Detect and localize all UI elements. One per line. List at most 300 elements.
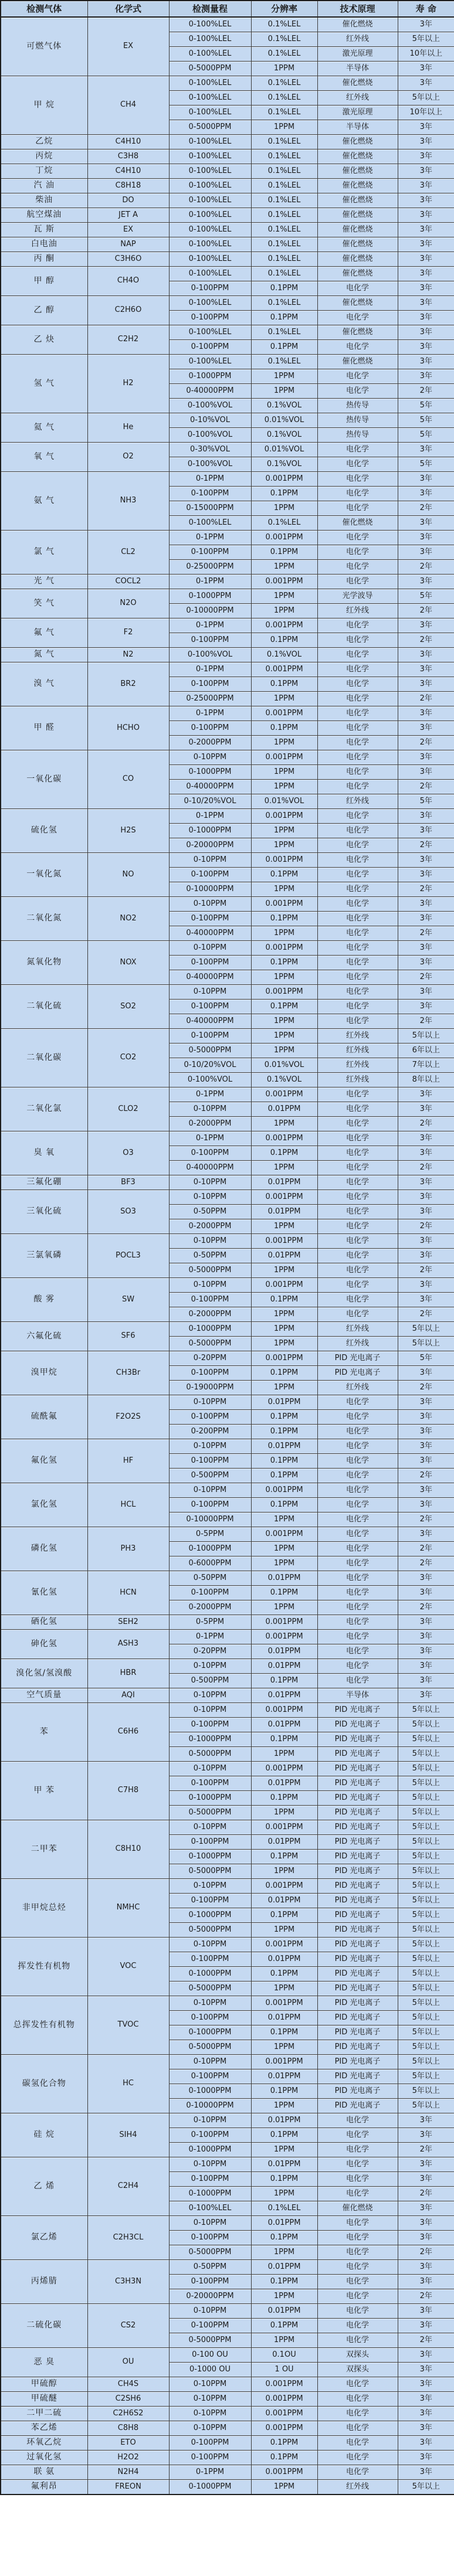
range-cell: 0-1PPM (169, 2465, 251, 2480)
resolution-cell: 0.01PPM (251, 1205, 317, 1219)
principle-cell: 电化学 (317, 2319, 398, 2333)
principle-cell: PID 光电离子 (317, 2069, 398, 2084)
table-row (1, 2465, 454, 2480)
life-cell: 3年 (398, 193, 454, 208)
header-range: 检测量程 (169, 1, 251, 17)
life-cell: 3年 (398, 355, 454, 369)
life-cell: 3年 (398, 2201, 454, 2216)
range-cell: 0-100%VOL (169, 1073, 251, 1088)
principle-cell: 电化学 (317, 721, 398, 736)
table-row (1, 2407, 454, 2421)
life-cell: 3年 (398, 120, 454, 135)
principle-cell: PID 光电离子 (317, 1351, 398, 1366)
gas-name-cell: 氯 气 (1, 531, 87, 575)
resolution-cell: 0.001PPM (251, 2392, 317, 2407)
principle-cell: 电化学 (317, 2407, 398, 2421)
range-cell: 0-10PPM (169, 1938, 251, 1952)
principle-cell: 催化燃烧 (317, 223, 398, 237)
range-cell: 0-1PPM (169, 472, 251, 487)
resolution-cell: 0.1PPM (251, 1791, 317, 1806)
formula-cell: CH4 (87, 76, 169, 135)
principle-cell: 电化学 (317, 882, 398, 897)
resolution-cell: 0.1%LEL (251, 135, 317, 149)
table-row (1, 2157, 454, 2172)
range-cell: 0-10PPM (169, 1483, 251, 1498)
table-row (1, 648, 454, 662)
resolution-cell: 1 OU (251, 2363, 317, 2377)
principle-cell: 电化学 (317, 2465, 398, 2480)
life-cell: 3年 (398, 2172, 454, 2187)
range-cell: 0-10PPM (169, 2055, 251, 2069)
resolution-cell: 0.001PPM (251, 2465, 317, 2480)
principle-cell: 电化学 (317, 2245, 398, 2260)
range-cell: 0-100PPM (169, 1029, 251, 1044)
resolution-cell: 0.001PPM (251, 2421, 317, 2436)
life-cell: 3年 (398, 208, 454, 223)
formula-cell: NO2 (87, 897, 169, 941)
principle-cell: 电化学 (317, 501, 398, 516)
life-cell: 2年 (398, 970, 454, 985)
range-cell: 0-100PPM (169, 1454, 251, 1469)
principle-cell: 电化学 (317, 853, 398, 868)
life-cell: 2年 (398, 1219, 454, 1234)
resolution-cell: 0.01PPM (251, 1439, 317, 1454)
table-row (1, 1483, 454, 1498)
range-cell: 0-10000PPM (169, 2099, 251, 2113)
life-cell: 2年 (398, 384, 454, 399)
principle-cell: 电化学 (317, 1249, 398, 1263)
principle-cell: 电化学 (317, 1014, 398, 1029)
principle-cell: PID 光电离子 (317, 2055, 398, 2069)
gas-name-cell: 氟化氢 (1, 1439, 87, 1483)
formula-cell: SO3 (87, 1190, 169, 1234)
gas-name-cell: 二氧化氮 (1, 897, 87, 941)
resolution-cell: 0.1%LEL (251, 193, 317, 208)
header-life: 寿 命 (398, 1, 454, 17)
range-cell: 0-1000PPM (169, 1322, 251, 1337)
range-cell: 0-1000PPM (169, 1908, 251, 1923)
life-cell: 3年 (398, 531, 454, 545)
range-cell: 0-10/20%VOL (169, 794, 251, 809)
formula-cell: FREON (87, 2480, 169, 2495)
resolution-cell: 0.01PPM (251, 1102, 317, 1117)
range-cell: 0-5000PPM (169, 1806, 251, 1820)
table-row (1, 1395, 454, 1410)
table-row (1, 1630, 454, 1644)
range-cell: 0-100%LEL (169, 252, 251, 267)
principle-cell: PID 光电离子 (317, 1982, 398, 1996)
resolution-cell: 1PPM (251, 120, 317, 135)
principle-cell: 电化学 (317, 575, 398, 589)
resolution-cell: 0.01PPM (251, 1718, 317, 1732)
life-cell: 2年 (398, 633, 454, 648)
resolution-cell: 0.001PPM (251, 985, 317, 1000)
principle-cell: PID 光电离子 (317, 2099, 398, 2113)
table-row (1, 1703, 454, 1718)
life-cell: 3年 (398, 17, 454, 32)
range-cell: 0-30%VOL (169, 443, 251, 457)
life-cell: 2年 (398, 501, 454, 516)
principle-cell: 红外线 (317, 604, 398, 618)
range-cell: 0-5000PPM (169, 2245, 251, 2260)
range-cell: 0-5000PPM (169, 1337, 251, 1351)
gas-name-cell: 瓦 斯 (1, 223, 87, 237)
range-cell: 0-40000PPM (169, 1014, 251, 1029)
life-cell: 3年 (398, 2231, 454, 2245)
resolution-cell: 1PPM (251, 589, 317, 604)
gas-name-cell: 乙 烯 (1, 2157, 87, 2216)
life-cell: 3年 (398, 853, 454, 868)
gas-name-cell: 溴化氢/氢溴酸 (1, 1659, 87, 1688)
life-cell: 2年 (398, 1014, 454, 1029)
life-cell: 3年 (398, 2128, 454, 2143)
resolution-cell: 0.01PPM (251, 1659, 317, 1674)
principle-cell: PID 光电离子 (317, 1908, 398, 1923)
resolution-cell: 1PPM (251, 1557, 317, 1571)
life-cell: 3年 (398, 1234, 454, 1249)
principle-cell: PID 光电离子 (317, 2026, 398, 2040)
life-cell: 3年 (398, 1674, 454, 1688)
resolution-cell: 0.1PPM (251, 2436, 317, 2451)
life-cell: 3年 (398, 2304, 454, 2319)
principle-cell: 电化学 (317, 340, 398, 355)
gas-name-cell: 二硫化碳 (1, 2304, 87, 2348)
resolution-cell: 0.001PPM (251, 1351, 317, 1366)
range-cell: 0-100PPM (169, 1952, 251, 1967)
life-cell: 5年以上 (398, 2084, 454, 2099)
life-cell: 3年 (398, 2319, 454, 2333)
range-cell: 0-25000PPM (169, 560, 251, 575)
resolution-cell: 0.1PPM (251, 545, 317, 560)
principle-cell: 电化学 (317, 1439, 398, 1454)
life-cell: 5年以上 (398, 1982, 454, 1996)
life-cell: 3年 (398, 149, 454, 164)
table-row (1, 2348, 454, 2363)
gas-name-cell: 二氧化硫 (1, 985, 87, 1029)
range-cell: 0-1PPM (169, 618, 251, 633)
formula-cell: C8H10 (87, 1820, 169, 1879)
gas-name-cell: 一氧化碳 (1, 750, 87, 809)
formula-cell: EX (87, 17, 169, 76)
principle-cell: 电化学 (317, 1410, 398, 1425)
resolution-cell: 0.001PPM (251, 1190, 317, 1205)
principle-cell: 电化学 (317, 487, 398, 501)
principle-cell: 催化燃烧 (317, 193, 398, 208)
life-cell: 2年 (398, 1117, 454, 1131)
formula-cell: AQI (87, 1688, 169, 1703)
formula-cell: C3H8 (87, 149, 169, 164)
life-cell: 3年 (398, 311, 454, 325)
life-cell: 3年 (398, 1146, 454, 1161)
formula-cell: CH3Br (87, 1351, 169, 1395)
gas-name-cell: 氟 气 (1, 618, 87, 648)
table-row (1, 1879, 454, 1894)
range-cell: 0-5000PPM (169, 1923, 251, 1938)
life-cell: 3年 (398, 2465, 454, 2480)
range-cell: 0-100%LEL (169, 106, 251, 120)
range-cell: 0-10PPM (169, 1762, 251, 1776)
table-row (1, 1029, 454, 1044)
gas-name-cell: 柴油 (1, 193, 87, 208)
principle-cell: PID 光电离子 (317, 1820, 398, 1835)
life-cell: 5年以上 (398, 1864, 454, 1879)
range-cell: 0-10PPM (169, 2392, 251, 2407)
range-cell: 0-2000PPM (169, 1600, 251, 1615)
range-cell: 0-20PPM (169, 1351, 251, 1366)
range-cell: 0-100PPM (169, 868, 251, 882)
life-cell: 3年 (398, 237, 454, 252)
principle-cell: 红外线 (317, 1381, 398, 1395)
gas-name-cell: 二氧化碳 (1, 1029, 87, 1088)
range-cell: 0-100%LEL (169, 32, 251, 47)
life-cell: 5年以上 (398, 1938, 454, 1952)
range-cell: 0-10PPM (169, 1278, 251, 1293)
principle-cell: 电化学 (317, 750, 398, 765)
life-cell: 3年 (398, 575, 454, 589)
life-cell: 10年以上 (398, 106, 454, 120)
life-cell: 5年以上 (398, 1762, 454, 1776)
resolution-cell: 0.1%LEL (251, 516, 317, 531)
range-cell: 0-10000PPM (169, 882, 251, 897)
life-cell: 5年 (398, 589, 454, 604)
resolution-cell: 1PPM (251, 824, 317, 838)
table-row (1, 1190, 454, 1205)
range-cell: 0-100%LEL (169, 149, 251, 164)
life-cell: 2年 (398, 1263, 454, 1278)
resolution-cell: 1PPM (251, 1263, 317, 1278)
resolution-cell: 1PPM (251, 1337, 317, 1351)
principle-cell: 电化学 (317, 809, 398, 824)
table-row (1, 941, 454, 956)
life-cell: 3年 (398, 281, 454, 296)
range-cell: 0-100PPM (169, 545, 251, 560)
resolution-cell: 0.001PPM (251, 1762, 317, 1776)
range-cell: 0-5000PPM (169, 62, 251, 76)
principle-cell: PID 光电离子 (317, 1703, 398, 1718)
resolution-cell: 1PPM (251, 1982, 317, 1996)
principle-cell: PID 光电离子 (317, 1894, 398, 1908)
principle-cell: 电化学 (317, 2187, 398, 2201)
table-row (1, 208, 454, 223)
formula-cell: O3 (87, 1131, 169, 1175)
principle-cell: PID 光电离子 (317, 1923, 398, 1938)
formula-cell: C3H3N (87, 2260, 169, 2304)
range-cell: 0-100PPM (169, 1894, 251, 1908)
life-cell: 3年 (398, 472, 454, 487)
range-cell: 0-1PPM (169, 662, 251, 677)
life-cell: 10年以上 (398, 47, 454, 62)
resolution-cell: 0.1%LEL (251, 2201, 317, 2216)
range-cell: 0-10000PPM (169, 1513, 251, 1527)
life-cell: 2年 (398, 736, 454, 750)
table-row (1, 2377, 454, 2392)
resolution-cell: 0.1OU (251, 2348, 317, 2363)
life-cell: 5年以上 (398, 1996, 454, 2011)
life-cell: 5年以上 (398, 91, 454, 106)
gas-name-cell: 过氧化氢 (1, 2451, 87, 2465)
resolution-cell: 0.001PPM (251, 853, 317, 868)
formula-cell: HCN (87, 1571, 169, 1615)
range-cell: 0-40000PPM (169, 926, 251, 941)
principle-cell: PID 光电离子 (317, 1952, 398, 1967)
life-cell: 3年 (398, 1131, 454, 1146)
resolution-cell: 0.01PPM (251, 2011, 317, 2026)
principle-cell: 红外线 (317, 1073, 398, 1088)
life-cell: 5年 (398, 1351, 454, 1366)
life-cell: 3年 (398, 325, 454, 340)
principle-cell: 电化学 (317, 1542, 398, 1557)
life-cell: 5年以上 (398, 32, 454, 47)
resolution-cell: 0.1%VOL (251, 648, 317, 662)
range-cell: 0-5000PPM (169, 2040, 251, 2055)
life-cell: 5年以上 (398, 1850, 454, 1864)
principle-cell: 激光原理 (317, 47, 398, 62)
life-cell: 5年以上 (398, 2055, 454, 2069)
principle-cell: 电化学 (317, 2436, 398, 2451)
gas-name-cell: 酸 雾 (1, 1278, 87, 1322)
life-cell: 5年以上 (398, 1732, 454, 1747)
principle-cell: 红外线 (317, 2480, 398, 2495)
range-cell: 0-100PPM (169, 2172, 251, 2187)
range-cell: 0-1000PPM (169, 1791, 251, 1806)
principle-cell: 电化学 (317, 897, 398, 912)
table-row (1, 1131, 454, 1146)
formula-cell: C8H8 (87, 2421, 169, 2436)
principle-cell: 催化燃烧 (317, 208, 398, 223)
life-cell: 3年 (398, 809, 454, 824)
table-row (1, 618, 454, 633)
principle-cell: 电化学 (317, 736, 398, 750)
life-cell: 5年以上 (398, 2069, 454, 2084)
life-cell: 3年 (398, 824, 454, 838)
resolution-cell: 0.001PPM (251, 1938, 317, 1952)
principle-cell: PID 光电离子 (317, 1718, 398, 1732)
table-row (1, 531, 454, 545)
range-cell: 0-19000PPM (169, 1381, 251, 1395)
principle-cell: 电化学 (317, 1454, 398, 1469)
resolution-cell: 1PPM (251, 501, 317, 516)
principle-cell: 电化学 (317, 1469, 398, 1483)
resolution-cell: 0.1PPM (251, 2231, 317, 2245)
range-cell: 0-100PPM (169, 281, 251, 296)
principle-cell: 电化学 (317, 1219, 398, 1234)
resolution-cell: 0.1PPM (251, 1498, 317, 1513)
life-cell: 3年 (398, 1586, 454, 1600)
principle-cell: PID 光电离子 (317, 1996, 398, 2011)
resolution-cell: 0.01PPM (251, 1644, 317, 1659)
life-cell: 3年 (398, 897, 454, 912)
range-cell: 0-1000PPM (169, 1542, 251, 1557)
range-cell: 0-20000PPM (169, 838, 251, 853)
range-cell: 0-10PPM (169, 1190, 251, 1205)
range-cell: 0-100PPM (169, 1146, 251, 1161)
range-cell: 0-5PPM (169, 1615, 251, 1630)
life-cell: 5年以上 (398, 2040, 454, 2055)
principle-cell: 电化学 (317, 2157, 398, 2172)
formula-cell: H2O2 (87, 2451, 169, 2465)
life-cell: 2年 (398, 1600, 454, 1615)
resolution-cell: 0.1PPM (251, 2128, 317, 2143)
formula-cell: NH3 (87, 472, 169, 531)
range-cell: 0-40000PPM (169, 1161, 251, 1175)
range-cell: 0-10PPM (169, 1395, 251, 1410)
range-cell: 0-10PPM (169, 2157, 251, 2172)
life-cell: 3年 (398, 1000, 454, 1014)
table-row (1, 443, 454, 457)
formula-cell: EX (87, 223, 169, 237)
resolution-cell: 0.1%VOL (251, 457, 317, 472)
range-cell: 0-10PPM (169, 1703, 251, 1718)
table-row (1, 1527, 454, 1542)
principle-cell: 电化学 (317, 1644, 398, 1659)
table-row (1, 2055, 454, 2069)
principle-cell: 电化学 (317, 1498, 398, 1513)
principle-cell: 电化学 (317, 531, 398, 545)
range-cell: 0-100PPM (169, 2128, 251, 2143)
life-cell: 7年以上 (398, 1058, 454, 1073)
principle-cell: 电化学 (317, 677, 398, 692)
resolution-cell: 0.001PPM (251, 1131, 317, 1146)
range-cell: 0-100PPM (169, 1776, 251, 1791)
principle-cell: PID 光电离子 (317, 1747, 398, 1762)
life-cell: 5年以上 (398, 1747, 454, 1762)
life-cell: 2年 (398, 2245, 454, 2260)
table-row (1, 809, 454, 824)
formula-cell: F2O2S (87, 1395, 169, 1439)
resolution-cell: 0.01%VOL (251, 413, 317, 428)
resolution-cell: 0.01PPM (251, 1249, 317, 1263)
life-cell: 3年 (398, 2377, 454, 2392)
range-cell: 0-2000PPM (169, 1219, 251, 1234)
resolution-cell: 0.1%LEL (251, 252, 317, 267)
life-cell: 3年 (398, 179, 454, 193)
principle-cell: 电化学 (317, 2216, 398, 2231)
formula-cell: He (87, 413, 169, 443)
gas-name-cell: 一氧化氮 (1, 853, 87, 897)
principle-cell: 电化学 (317, 1425, 398, 1439)
resolution-cell: 1PPM (251, 2187, 317, 2201)
principle-cell: 电化学 (317, 545, 398, 560)
principle-cell: 双探头 (317, 2348, 398, 2363)
resolution-cell: 0.001PPM (251, 706, 317, 721)
gas-name-cell: 联 氨 (1, 2465, 87, 2480)
resolution-cell: 1PPM (251, 1044, 317, 1058)
table-row (1, 1351, 454, 1366)
principle-cell: 电化学 (317, 765, 398, 780)
principle-cell: 电化学 (317, 457, 398, 472)
resolution-cell: 1PPM (251, 1542, 317, 1557)
resolution-cell: 0.1%LEL (251, 179, 317, 193)
resolution-cell: 0.01PPM (251, 1835, 317, 1850)
formula-cell: NO (87, 853, 169, 897)
table-row (1, 164, 454, 179)
range-cell: 0-500PPM (169, 1674, 251, 1688)
principle-cell: 催化燃烧 (317, 2201, 398, 2216)
principle-cell: 电化学 (317, 1234, 398, 1249)
principle-cell: 电化学 (317, 1615, 398, 1630)
table-row (1, 575, 454, 589)
range-cell: 0-100PPM (169, 2069, 251, 2084)
life-cell: 3年 (398, 721, 454, 736)
resolution-cell: 0.01PPM (251, 1952, 317, 1967)
table-row (1, 1571, 454, 1586)
gas-name-cell: 航空煤油 (1, 208, 87, 223)
resolution-cell: 0.01%VOL (251, 794, 317, 809)
life-cell: 5年 (398, 794, 454, 809)
resolution-cell: 0.1%LEL (251, 267, 317, 281)
formula-cell: CO (87, 750, 169, 809)
range-cell: 0-100%LEL (169, 179, 251, 193)
